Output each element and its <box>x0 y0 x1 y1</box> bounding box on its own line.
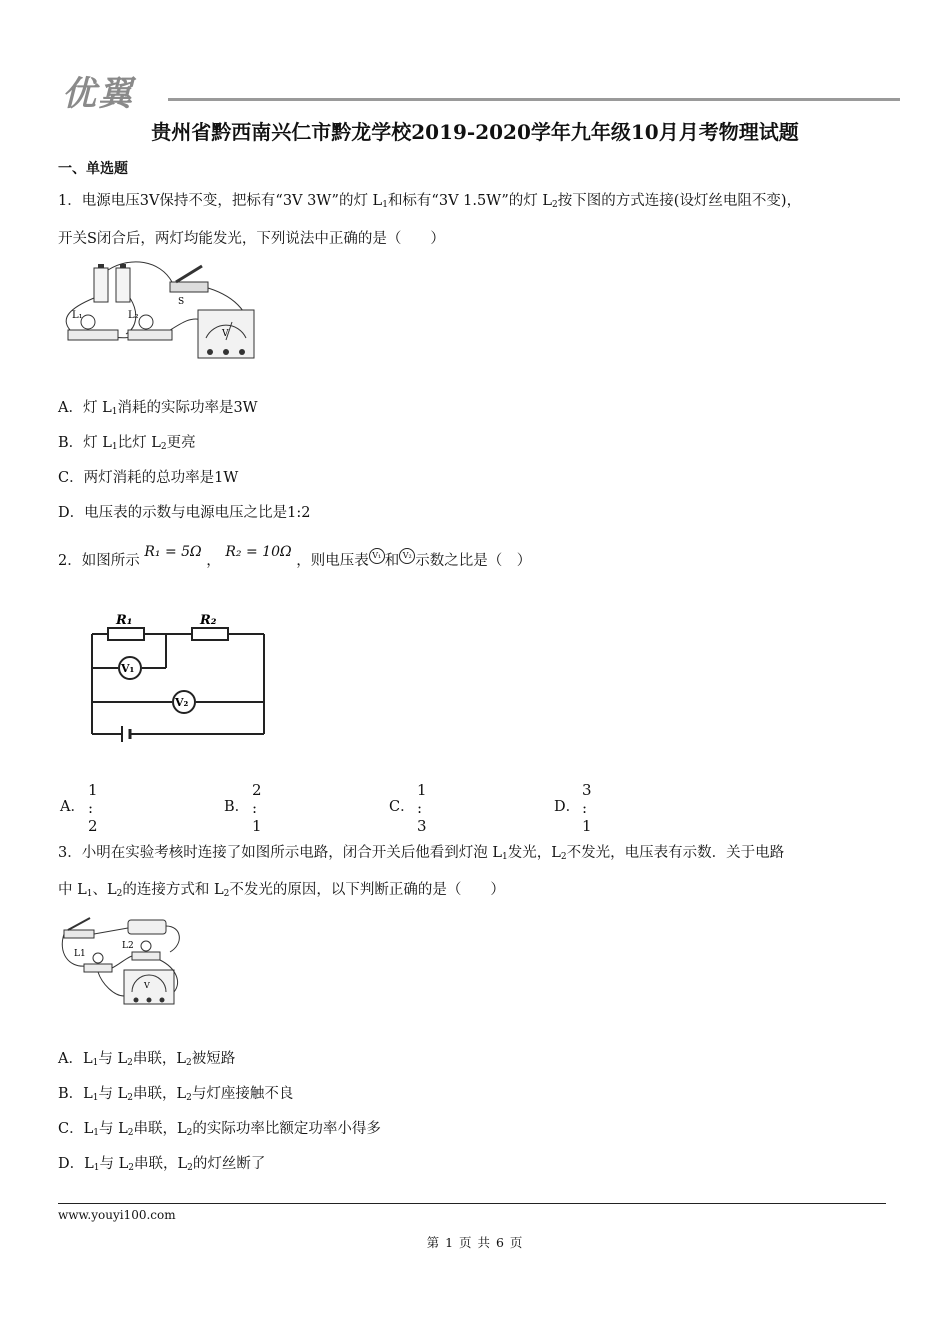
r1-label: R₁ <box>116 613 133 628</box>
v1-label: V₁ <box>121 662 135 675</box>
q1-option-b[interactable]: B．灯 $L_1$比灯 $L_2$更亮 <box>58 435 196 452</box>
q3-option-a[interactable]: A．$L_1$与 $L_2$串联，$L_2$被短路 <box>58 1051 236 1068</box>
lamp-l2-label: L₂ <box>128 310 139 321</box>
q3-option-d[interactable]: D．$L_1$与 $L_2$串联，$L_2$的灯丝断了 <box>58 1156 266 1173</box>
q2-circuit-figure <box>86 608 270 750</box>
footer-rule <box>58 1203 886 1204</box>
page-number: 第 1 页 共 6 页 <box>426 1235 524 1250</box>
q1-stem-line2: 开关S闭合后，两灯均能发光，下列说法中正确的是（ ） <box>58 231 445 247</box>
switch-label: S <box>178 297 185 307</box>
battery-1 <box>94 268 108 302</box>
v2-label: V₂ <box>175 696 189 709</box>
q3-stem-line1: 3．小明在实验考核时连接了如图所示电路，闭合开关后他看到灯泡 $L_1$发光，$L_2$不发光，电压表有示数．关于电路 <box>58 845 785 862</box>
q1-option-c[interactable]: C．两灯消耗的总功率是1W <box>58 470 239 486</box>
header-logo <box>58 64 900 114</box>
voltmeter-v1-icon: V₁ <box>369 548 385 564</box>
r2-expression: R₂ = 10Ω <box>225 544 292 560</box>
r1-expression: R₁ = 5Ω <box>144 544 202 560</box>
voltmeter-label: V <box>222 329 229 339</box>
q1-circuit-figure <box>60 258 260 370</box>
q2-option-b[interactable]: B． 2 : 1 <box>224 781 262 835</box>
lamp-l1-label: L1 <box>74 949 86 959</box>
section-heading: 一、单选题 <box>58 161 128 177</box>
logo-rule <box>168 98 900 101</box>
lamp-l2 <box>141 941 151 951</box>
voltmeter-label: V <box>144 981 150 990</box>
r2-label: R₂ <box>200 613 217 628</box>
lamp-l2-label: L2 <box>122 941 134 951</box>
q2-option-c[interactable]: C． 1 : 3 <box>389 781 427 835</box>
resistor-r1 <box>108 628 144 640</box>
page-title: 贵州省黔西南兴仁市黔龙学校2019-2020学年九年级10月月考物理试题 <box>151 120 799 144</box>
q1-option-d[interactable]: D．电压表的示数与电源电压之比是1:2 <box>58 505 311 521</box>
lamp-l1 <box>93 953 103 963</box>
voltmeter-v2-icon: V₂ <box>399 548 415 564</box>
q1-option-a[interactable]: A．灯 $L_1$消耗的实际功率是3W <box>58 400 258 417</box>
q3-option-b[interactable]: B．$L_1$与 $L_2$串联，$L_2$与灯座接触不良 <box>58 1086 294 1103</box>
footer-url[interactable]: www.youyi100.com <box>58 1208 176 1222</box>
q3-stem-line2: 中 $L_1$、$L_2$的连接方式和 $L_2$不发光的原因，以下判断正确的是（ ） <box>58 882 505 899</box>
switch <box>64 930 94 938</box>
q2-option-a[interactable]: A． 1 : 2 <box>60 781 98 835</box>
lamp-l1 <box>81 315 95 329</box>
q2-option-d[interactable]: D． 3 : 1 <box>554 781 592 835</box>
q3-option-c[interactable]: C．$L_1$与 $L_2$串联，$L_2$的实际功率比额定功率小得多 <box>58 1121 381 1138</box>
lamp-l2 <box>139 315 153 329</box>
battery <box>128 920 166 934</box>
switch-base <box>170 282 208 292</box>
resistor-r2 <box>192 628 228 640</box>
q2-stem: 2．如图所示 R₁ = 5Ω ， R₂ = 10Ω ，则电压表 V₁ 和 V₂ 示数之比是（ ） <box>58 544 532 569</box>
lamp-l1-label: L₁ <box>72 310 83 321</box>
q3-circuit-figure <box>58 912 186 1012</box>
q1-stem-line1: 1．电源电压3V保持不变，把标有“3V 3W”的灯 $L_1$和标有“3V 1.5W”的灯 $L_2$按下图的方式连接(设灯丝电阻不变)， <box>58 193 802 210</box>
logo-text: 优翼 <box>62 74 134 114</box>
battery-2 <box>116 268 130 302</box>
